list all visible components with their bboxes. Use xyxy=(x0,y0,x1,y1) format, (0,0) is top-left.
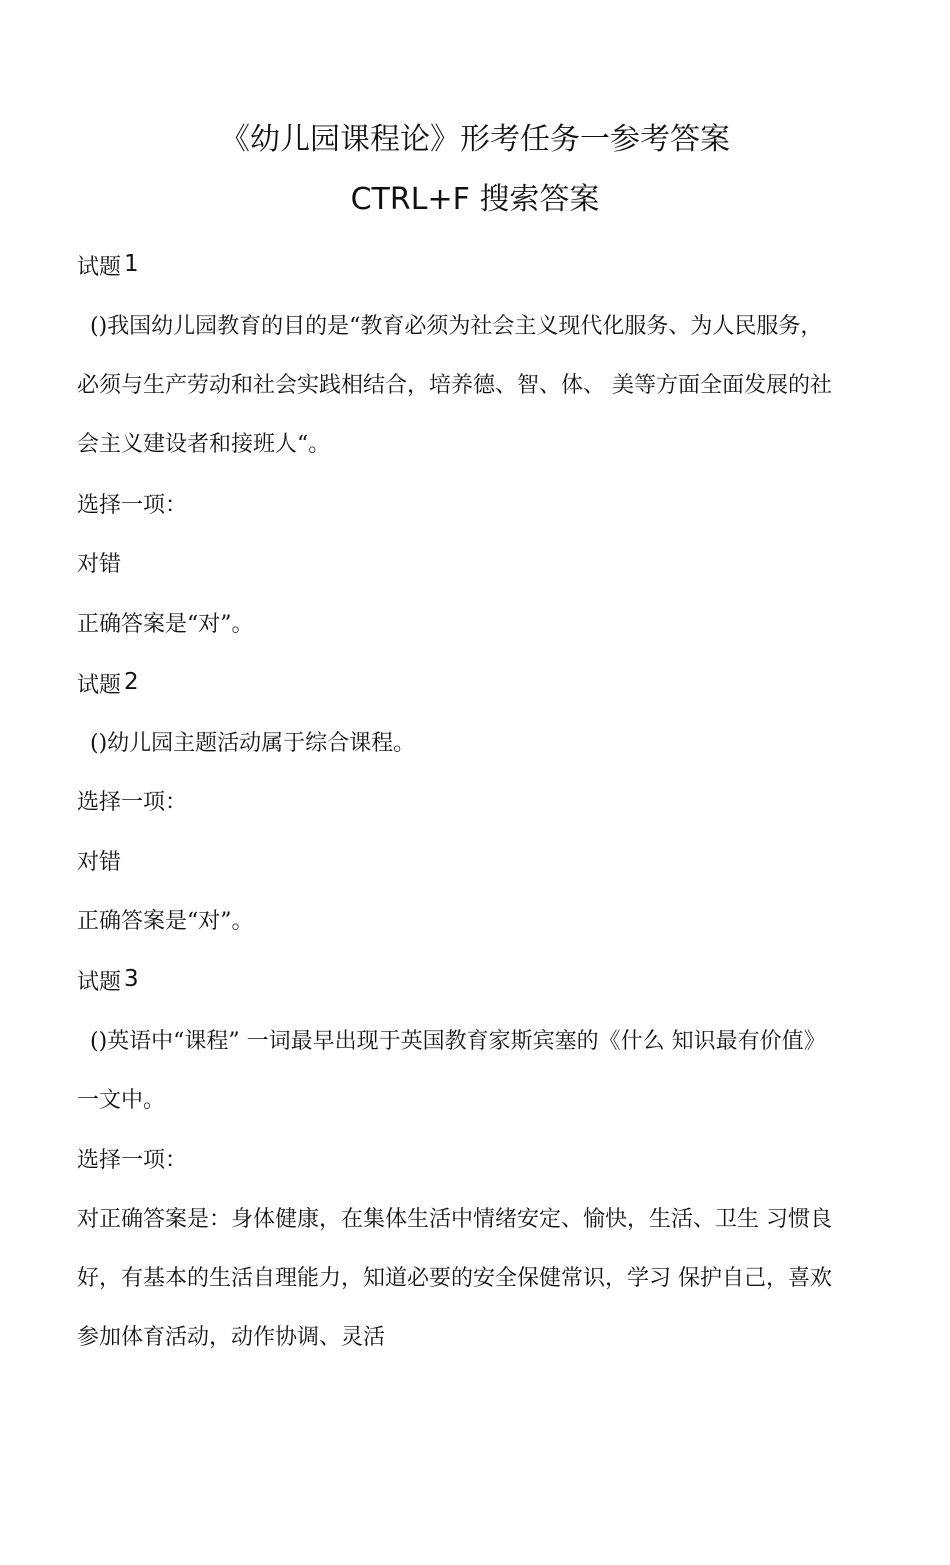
choice-options: 对错 xyxy=(77,552,122,577)
question-stem-line: ()英语中“课程” 一词最早出现于英国教育家斯宾塞的《什么 知识最有价值》 xyxy=(90,1029,826,1054)
correct-answer-line: 对正确答案是：身体健康，在集体生活中情绪安定、愉快，生活、卫生 习惯良 xyxy=(77,1207,832,1232)
choice-options: 对错 xyxy=(77,850,122,875)
question-number: 1 xyxy=(124,251,139,277)
question-stem-line: 必须与生产劳动和社会实践相结合，培养德、智、体、 美等方面全面发展的社 xyxy=(77,373,832,398)
correct-answer-line: 好，有基本的生活自理能力，知道必要的安全保健常识，学习 保护自己，喜欢 xyxy=(77,1266,832,1291)
question-label: 试题 xyxy=(77,673,122,698)
question-stem-line: ()我国幼儿园教育的目的是“教育必须为社会主义现代化服务、为人民服务， xyxy=(90,314,823,339)
choice-prompt: 选择一项： xyxy=(77,1148,188,1173)
correct-answer: 正确答案是“对”。 xyxy=(77,612,254,637)
question-stem-line: 一文中。 xyxy=(77,1088,166,1113)
choice-prompt: 选择一项： xyxy=(77,790,188,815)
question-heading xyxy=(77,967,890,998)
question-heading xyxy=(77,670,890,701)
question-heading xyxy=(77,252,890,283)
correct-answer-line: 参加体育活动，动作协调、灵活 xyxy=(77,1325,386,1350)
document-title: 《幼儿园课程论》形考任务一参考答案 xyxy=(220,122,730,157)
correct-answer: 正确答案是“对”。 xyxy=(77,909,254,934)
question-number: 2 xyxy=(124,669,139,695)
question-label: 试题 xyxy=(77,970,122,995)
question-stem-line: ()幼儿园主题活动属于综合课程。 xyxy=(90,731,416,756)
document-subtitle: CTRL+F 搜索答案 xyxy=(350,182,600,217)
question-label: 试题 xyxy=(77,255,122,280)
question-stem-line: 会主义建设者和接班人“。 xyxy=(77,432,331,457)
choice-prompt: 选择一项： xyxy=(77,493,188,518)
question-number: 3 xyxy=(124,966,139,992)
